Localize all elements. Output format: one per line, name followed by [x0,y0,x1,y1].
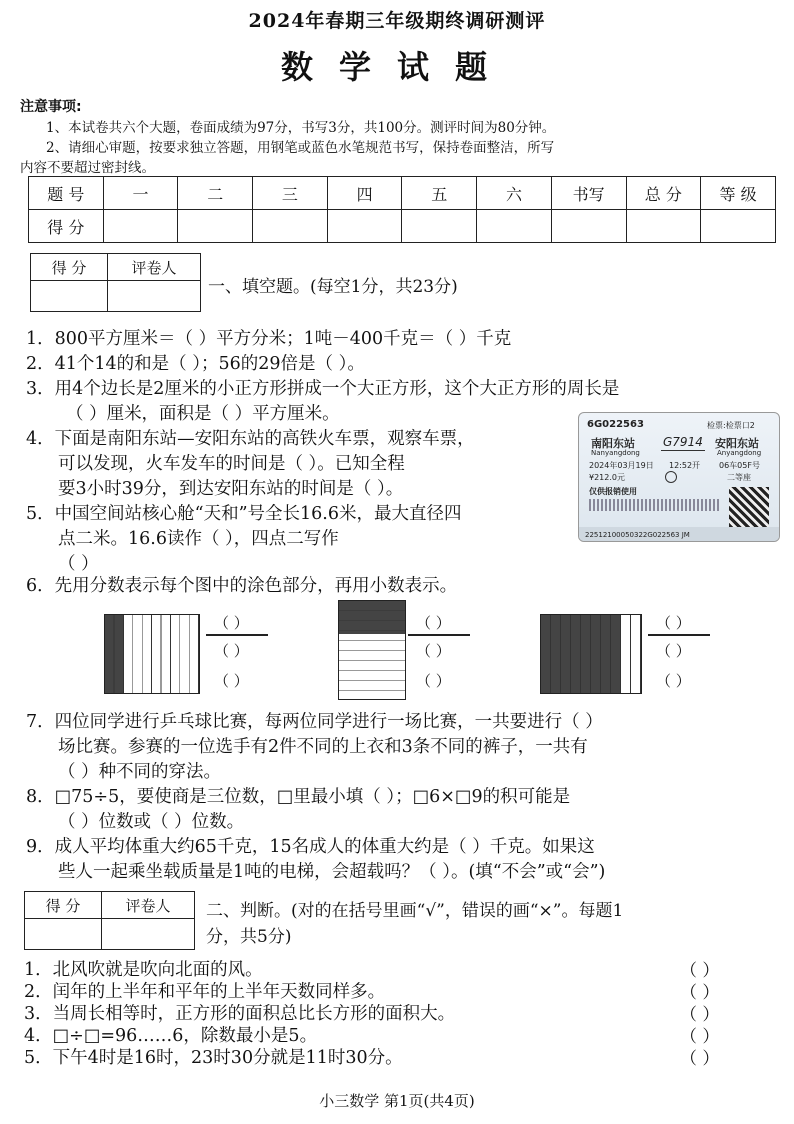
score-table [28,176,776,243]
ticket-to-pinyin: Anyangdong [717,449,762,457]
notice-line-3: 内容不要超过密封线。 [20,160,155,176]
question-3-line-1: 3．用4个边长是2厘米的小正方形拼成一个大正方形，这个大正方形的周长是 [26,379,620,399]
ticket-to-station: 安阳东站 [715,437,759,450]
ticket-serial: 22512100050322G022563 JM [585,531,690,539]
fraction-2-denominator[interactable]: （ ） [416,642,451,660]
ticket-from-pinyin: Nanyangdong [591,449,640,457]
score-input-cell[interactable] [477,210,552,243]
question-3-line-2: （ ）厘米，面积是（ ）平方厘米。 [66,404,340,424]
question-9-line-2: 些人一起乘坐载质量是1吨的电梯，会超载吗？（ ）。(填“不会”或“会”) [58,862,606,882]
ticket-gate: 检票:检票口2 [707,421,755,430]
ticket-seat: 06车05F号 [719,461,760,470]
score-input-cell[interactable] [103,210,178,243]
grader-score-cell[interactable] [25,919,102,950]
train-ticket-image [578,412,780,542]
question-7-line-3: （ ）种不同的穿法。 [58,762,222,782]
grader-name-label: 评卷人 [108,254,201,281]
judge-answer-2[interactable]: （ ） [680,983,720,1003]
judge-answer-4[interactable]: （ ） [680,1027,720,1047]
question-7-line-2: 场比赛。参赛的一位选手有2件不同的上衣和3条不同的裤子，一共有 [58,737,588,757]
question-2: 2．41个14的和是（ ）；56的29倍是（ ）。 [26,354,365,374]
score-cell: 题 号 [29,177,104,210]
fraction-line-2 [408,634,470,636]
judge-item-2: 2．闰年的上半年和平年的上半年天数同样多。 [24,982,386,1002]
figure-3 [540,614,642,694]
fraction-1-denominator[interactable]: （ ） [214,642,249,660]
question-8-line-1: 8．□75÷5，要使商是三位数，□里最小填（ ）；□6×□9的积可能是 [26,787,571,807]
grader-score-label: 得 分 [25,892,102,919]
fraction-line-1 [206,634,268,636]
question-4-line-3: 要3小时39分，到达安阳东站的时间是（ ）。 [58,479,404,499]
ticket-time: 12:52开 [669,461,701,470]
score-cell: 等 级 [701,177,776,210]
grader-score-cell[interactable] [31,281,108,312]
ticket-train-number: G7914 [663,435,703,449]
score-cell: 四 [327,177,402,210]
score-table-header-row [29,177,776,210]
question-5-line-3: （ ） [58,554,99,574]
notice-heading: 注意事项: [20,99,82,115]
score-table-score-row [29,210,776,243]
question-5-line-2: 点二米。16.6读作（ ），四点二写作 [58,529,339,549]
judge-item-5: 5．下午4时是16时，23时30分就是11时30分。 [24,1048,403,1068]
question-4-line-1: 4．下面是南阳东站—安阳东站的高铁火车票，观察车票， [26,429,475,449]
score-cell: 书写 [551,177,626,210]
score-cell: 五 [402,177,477,210]
page-footer: 小三数学 第1页(共4页) [319,1092,475,1110]
ticket-note: 仅供报销使用 [589,487,637,496]
question-9-line-1: 9．成人平均体重大约65千克，15名成人的体重大约是（ ）千克。如果这 [26,837,595,857]
score-cell: 二 [178,177,253,210]
grader-name-cell[interactable] [108,281,201,312]
judge-item-1: 1．北风吹就是吹向北面的风。 [24,960,263,980]
decimal-2[interactable]: （ ） [416,672,451,690]
score-input-cell[interactable] [626,210,701,243]
section2-title-line-1: 二、判断。(对的在括号里画“√”，错误的画“×”。每题1 [206,901,624,921]
fraction-3-numerator[interactable]: （ ） [656,614,691,632]
judge-item-4: 4．□÷□=96……6，除数最小是5。 [24,1026,318,1046]
ticket-arrow-line [661,450,705,451]
exam-title: 2024年春期三年级期终调研测评 [248,10,546,32]
score-input-cell[interactable] [178,210,253,243]
judge-answer-5[interactable]: （ ） [680,1049,720,1069]
section1-title: 一、填空题。(每空1分，共23分) [208,277,458,297]
figure-2-grid [339,601,405,699]
score-input-cell[interactable] [701,210,776,243]
fraction-2-numerator[interactable]: （ ） [416,614,451,632]
ticket-class: 二等座 [727,473,751,482]
score-input-cell[interactable] [327,210,402,243]
score-cell: 三 [253,177,328,210]
figure-1-grid [105,615,199,693]
question-7-line-1: 7．四位同学进行乒乓球比赛，每两位同学进行一场比赛，一共要进行（ ） [26,712,603,732]
judge-answer-1[interactable]: （ ） [680,961,720,981]
exam-subtitle: 数学试题 [280,48,513,86]
fraction-line-3 [648,634,710,636]
question-6: 6．先用分数表示每个图中的涂色部分，再用小数表示。 [26,576,458,596]
decimal-3[interactable]: （ ） [656,672,691,690]
ticket-qr-code-icon [729,487,769,527]
ticket-from-station: 南阳东站 [591,437,635,450]
figure-1 [104,614,200,694]
question-5-line-1: 5．中国空间站核心舱“天和”号全长16.6米，最大直径四 [26,504,462,524]
ticket-code: 6G022563 [587,419,644,430]
fraction-3-denominator[interactable]: （ ） [656,642,691,660]
grader-box-section2 [24,891,195,950]
question-4-line-2: 可以发现，火车发车的时间是（ ）。已知全程 [58,454,405,474]
ticket-pattern [589,499,719,511]
grader-box-section1 [30,253,201,312]
score-input-cell[interactable] [402,210,477,243]
score-cell: 总 分 [626,177,701,210]
ticket-date: 2024年03月19日 [589,461,654,470]
score-input-cell[interactable] [551,210,626,243]
score-input-cell[interactable] [253,210,328,243]
grader-score-label: 得 分 [31,254,108,281]
score-cell: 六 [477,177,552,210]
score-row-label: 得 分 [29,210,104,243]
fraction-1-numerator[interactable]: （ ） [214,614,249,632]
notice-line-2: 2、请细心审题，按要求独立答题，用钢笔或蓝色水笔规范书写，保持卷面整洁，所写 [46,140,555,156]
judge-answer-3[interactable]: （ ） [680,1005,720,1025]
notice-line-1: 1、本试卷共六个大题，卷面成绩为97分，书写3分，共100分。测评时间为80分钟。 [46,120,556,136]
ticket-stamp-icon [665,471,677,483]
decimal-1[interactable]: （ ） [214,672,249,690]
judge-item-3: 3．当周长相等时，正方形的面积总比长方形的面积大。 [24,1004,456,1024]
grader-name-label: 评卷人 [102,892,195,919]
ticket-price: ¥212.0元 [589,473,625,482]
question-1: 1．800平方厘米＝（ ）平方分米；1吨－400千克＝（ ）千克 [26,329,512,349]
figure-3-grid [541,615,641,693]
section2-title-line-2: 分，共5分) [206,927,292,947]
question-8-line-2: （ ）位数或（ ）位数。 [58,812,245,832]
score-cell: 一 [103,177,178,210]
grader-name-cell[interactable] [102,919,195,950]
figure-2 [338,600,406,700]
